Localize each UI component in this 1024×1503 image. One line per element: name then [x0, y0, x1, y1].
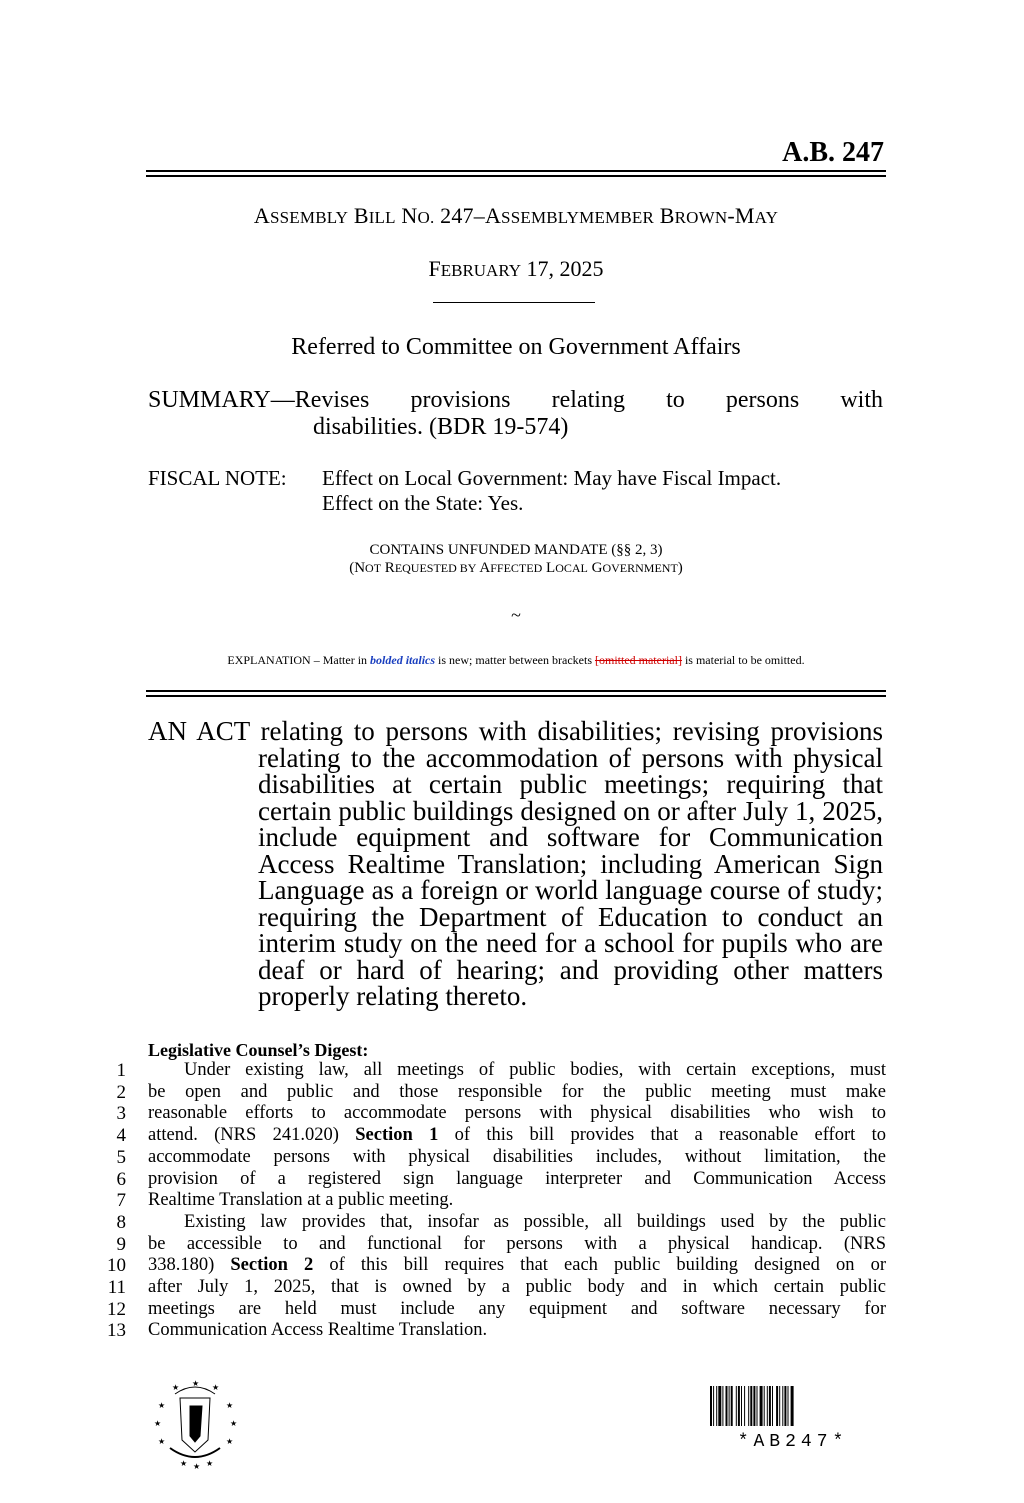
barcode — [710, 1386, 875, 1426]
digest-line — [96, 1190, 886, 1212]
digest-text: be accessible to and functional for persons with a physical handicap. (NRS — [148, 1233, 886, 1254]
mandate-line-1: CONTAINS UNFUNDED MANDATE (§§ 2, 3) — [369, 542, 663, 558]
fiscal-note-state: Effect on the State: Yes. — [322, 491, 524, 515]
barcode-bar — [713, 1386, 714, 1426]
svg-text:★: ★ — [230, 1419, 238, 1428]
digest-text: accommodate persons with physical disabilities includes, without limitation, the — [148, 1146, 886, 1167]
digest-text: Realtime Translation at a public meeting. — [148, 1190, 454, 1211]
barcode-bar — [784, 1386, 786, 1426]
summary-word: SUMMARY—Revises — [148, 387, 370, 413]
digest-line — [96, 1255, 886, 1277]
digest-line — [96, 1169, 886, 1191]
header-rule-bottom — [146, 175, 886, 177]
line-number: 6 — [116, 1168, 126, 1190]
digest-line — [96, 1125, 886, 1147]
line-number: 11 — [107, 1277, 126, 1299]
line-number: 3 — [116, 1103, 126, 1125]
barcode-bar — [738, 1386, 740, 1426]
summary-word: relating — [551, 387, 625, 413]
line-number: 1 — [116, 1060, 126, 1081]
line-number: 5 — [116, 1146, 126, 1168]
digest-text: 338.180) Section 2 of this bill requires that each public building designed on or — [148, 1255, 886, 1276]
summary-line-2: disabilities. (BDR 19-574) — [313, 414, 569, 440]
unfunded-mandate — [146, 541, 886, 577]
barcode-bar — [767, 1386, 768, 1426]
tilde-divider: ~ — [511, 605, 521, 625]
summary-word: persons — [725, 387, 800, 413]
barcode-bar — [788, 1386, 789, 1426]
svg-text:★: ★ — [192, 1379, 200, 1388]
digest-line — [96, 1320, 886, 1342]
line-number: 9 — [116, 1233, 126, 1255]
svg-text:★: ★ — [226, 1437, 234, 1446]
digest-line — [96, 1299, 886, 1321]
digest-line — [96, 1082, 886, 1104]
explanation-rule-bottom — [146, 695, 886, 697]
summary-word: with — [840, 387, 883, 413]
bill-number: A.B. 247 — [782, 137, 884, 168]
line-number: 10 — [107, 1255, 126, 1277]
barcode-bar — [764, 1386, 765, 1426]
section-reference: Section 1 — [355, 1125, 439, 1146]
digest-line — [96, 1060, 886, 1082]
digest-text: Under existing law, all meetings of public bodies, with certain exceptions, must — [184, 1060, 886, 1080]
line-number: 13 — [107, 1320, 126, 1342]
svg-text:★: ★ — [172, 1383, 180, 1392]
mandate-line-2: (NOT REQUESTED BY AFFECTED LOCAL GOVERNMENT) — [349, 560, 683, 576]
barcode-bar — [748, 1386, 749, 1426]
fiscal-note-label: FISCAL NOTE: — [148, 466, 287, 490]
summary-word: provisions — [410, 387, 511, 413]
summary — [148, 387, 883, 441]
section-reference: Section 2 — [230, 1255, 314, 1276]
svg-text:★: ★ — [180, 1459, 188, 1468]
barcode-bar — [731, 1386, 733, 1426]
line-number: 4 — [116, 1125, 126, 1147]
digest-text: Existing law provides that, insofar as possible, all buildings used by the public — [184, 1211, 886, 1232]
line-number: 12 — [107, 1298, 126, 1320]
barcode-bar — [760, 1386, 763, 1426]
svg-text:★: ★ — [226, 1401, 234, 1410]
svg-text:★: ★ — [212, 1383, 220, 1392]
summary-line-1 — [148, 387, 883, 414]
barcode-bar — [769, 1386, 771, 1426]
digest-text: attend. (NRS 241.020) Section 1 of this bill provides that a reasonable effort to — [148, 1125, 886, 1146]
digest-text: reasonable efforts to accommodate persons with physical disabilities who wish to — [148, 1103, 886, 1124]
fiscal-note — [148, 466, 888, 516]
digest-line — [96, 1147, 886, 1169]
nevada-state-seal-icon — [150, 1378, 240, 1470]
barcode-bar — [776, 1386, 778, 1426]
explanation-rule-top — [146, 690, 886, 692]
digest-text: be open and public and those responsible for the public meeting must make — [148, 1081, 886, 1102]
svg-text:★: ★ — [154, 1419, 162, 1428]
digest-line — [96, 1212, 886, 1234]
bill-date: FEBRUARY 17, 2025 — [428, 256, 604, 281]
barcode-bar — [729, 1386, 730, 1426]
line-number: 7 — [116, 1190, 126, 1212]
bolded-italics-sample: bolded italics — [370, 653, 436, 667]
fiscal-note-local: Effect on Local Government: May have Fiscal Impact. — [322, 466, 782, 490]
barcode-bar — [741, 1386, 742, 1426]
barcode-bar — [716, 1386, 717, 1426]
barcode-bar — [744, 1386, 745, 1426]
digest-line — [96, 1277, 886, 1299]
explanation: EXPLANATION – Matter in bolded italics is new; matter between brackets [omitted material] is material to be omitted. — [227, 653, 805, 667]
line-number: 2 — [116, 1081, 126, 1103]
svg-text:★: ★ — [158, 1401, 166, 1410]
act-title — [148, 718, 883, 1010]
barcode-bar — [718, 1386, 721, 1426]
act-first-line: AN ACT relating to persons with disabilities; revising provisions — [148, 716, 883, 746]
barcode-bar — [710, 1386, 712, 1426]
digest-line — [96, 1234, 886, 1256]
barcode-bar — [722, 1386, 723, 1426]
svg-text:★: ★ — [193, 1462, 201, 1470]
bill-title: ASSEMBLY BILL NO. 247–ASSEMBLYMEMBER BROWN-MAY — [253, 203, 779, 228]
barcode-text: *AB247* — [737, 1432, 849, 1452]
digest-line — [96, 1103, 886, 1125]
referral-line: Referred to Committee on Government Affairs — [291, 334, 741, 360]
barcode-bar — [757, 1386, 758, 1426]
barcode-bar — [782, 1386, 783, 1426]
digest-text: after July 1, 2025, that is owned by a public body and in which certain public — [148, 1277, 886, 1298]
header-rule-top — [146, 170, 886, 172]
digest-text: Communication Access Realtime Translation. — [148, 1320, 488, 1341]
barcode-bar — [779, 1386, 780, 1426]
barcode-bar — [791, 1386, 794, 1426]
barcode-bar — [726, 1386, 728, 1426]
omitted-material-sample: [omitted material] — [594, 653, 682, 667]
barcode-bar — [753, 1386, 755, 1426]
digest-body — [96, 1060, 886, 1342]
svg-text:★: ★ — [158, 1437, 166, 1446]
digest-text: provision of a registered sign language interpreter and Communication Access — [148, 1168, 886, 1189]
summary-word: to — [666, 387, 685, 413]
act-continuation: relating to the accommodation of persons with physical disabilities at certain public meetings; requiring that certain public buildings designed on or after July 1, 2025, include equipment and software for Communication Access Realtime Translation; including American Sign Language as a foreign or world language course of study; requiring the Department of Education to conduct an interim study on the need for a school for pupils who are deaf or hard of hearing; and providing other matters properly relating thereto. — [258, 742, 883, 1011]
barcode-bar — [736, 1386, 737, 1426]
digest-text: meetings are held must include any equipment and software necessary for — [148, 1298, 886, 1319]
line-number: 8 — [116, 1211, 126, 1233]
svg-text:★: ★ — [206, 1459, 214, 1468]
date-rule — [433, 302, 595, 303]
barcode-bar — [772, 1386, 773, 1426]
digest-heading: Legislative Counsel’s Digest: — [148, 1040, 369, 1060]
barcode-bar — [750, 1386, 752, 1426]
